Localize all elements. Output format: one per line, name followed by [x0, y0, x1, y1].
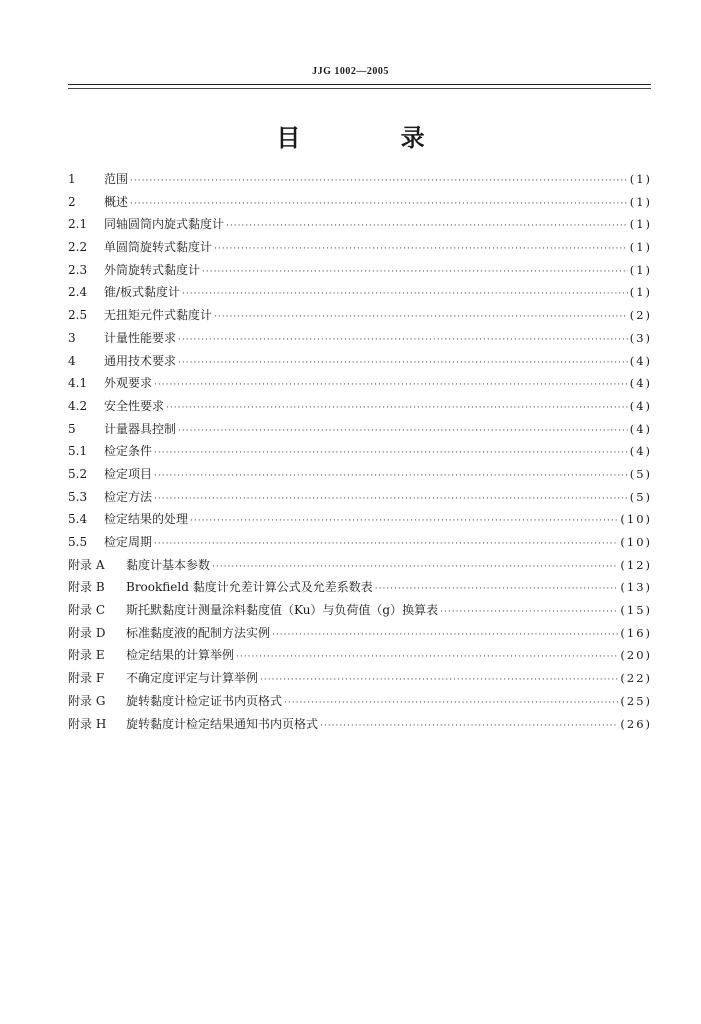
toc-entry[interactable]: [68, 554, 652, 577]
toc-entry-title: 斯托默黏度计测量涂料黏度值（Ku）与负荷值（g）换算表: [126, 603, 439, 618]
toc-entry-number: 附录 B: [68, 580, 105, 595]
toc-entry-page: (22): [620, 671, 652, 686]
toc-entry[interactable]: [68, 350, 652, 373]
toc-dot-leader: [284, 692, 618, 715]
toc-entry-number: 2: [68, 194, 76, 209]
toc-entry-number: 附录 C: [68, 603, 105, 618]
table-of-contents: [68, 168, 652, 735]
toc-entry-number: 1: [68, 172, 76, 186]
toc-entry-number: 附录 D: [68, 625, 106, 640]
toc-entry-title: 黏度计基本参数: [126, 557, 211, 572]
toc-entry[interactable]: [68, 168, 652, 191]
toc-entry-number: 5.4: [68, 512, 88, 527]
toc-entry-title: 安全性要求: [104, 398, 165, 413]
toc-entry-title: 检定周期: [104, 535, 153, 549]
toc-entry-number: 2.3: [68, 262, 88, 277]
toc-entry-title: 计量性能要求: [104, 330, 177, 345]
toc-dot-leader: [182, 283, 628, 306]
toc-entry-page: (1): [629, 217, 652, 232]
toc-dot-leader: [178, 420, 628, 443]
toc-entry-title: 同轴圆筒内旋式黏度计: [104, 217, 225, 232]
toc-dot-leader: [214, 306, 628, 329]
toc-dot-leader: [178, 329, 628, 352]
toc-entry-number: 附录 E: [68, 648, 105, 663]
toc-entry-page: (5): [629, 466, 652, 481]
toc-dot-leader: [154, 488, 628, 511]
toc-entry[interactable]: [68, 622, 652, 645]
toc-dot-leader: [212, 556, 618, 579]
toc-entry-title: 检定项目: [104, 466, 153, 481]
toc-entry-title: 检定条件: [104, 444, 153, 459]
toc-entry-title: 计量器具控制: [104, 421, 177, 436]
header-rule-thin: [68, 88, 651, 89]
toc-dot-leader: [166, 397, 628, 420]
toc-entry[interactable]: [68, 372, 652, 395]
toc-entry[interactable]: [68, 667, 652, 690]
toc-dot-leader: [130, 170, 628, 193]
toc-entry-page: (5): [629, 489, 652, 504]
page-title: 目 录: [276, 124, 471, 152]
toc-entry[interactable]: [68, 259, 652, 282]
toc-dot-leader: [214, 238, 628, 261]
toc-dot-leader: [226, 215, 628, 238]
toc-dot-leader: [154, 533, 618, 556]
toc-entry[interactable]: [68, 644, 652, 667]
toc-entry-title: 锥/板式黏度计: [104, 285, 181, 300]
toc-dot-leader: [130, 193, 628, 216]
toc-entry-title: 检定结果的计算举例: [126, 648, 235, 663]
toc-entry[interactable]: [68, 236, 652, 259]
toc-entry-page: (15): [620, 603, 652, 618]
header-rule-thick: [68, 84, 651, 85]
toc-dot-leader: [154, 465, 628, 488]
toc-entry-title: 旋转黏度计检定结果通知书内页格式: [126, 716, 319, 731]
toc-entry-page: (4): [629, 421, 652, 436]
toc-dot-leader: [272, 624, 618, 647]
toc-entry-page: (12): [620, 557, 652, 572]
toc-entry-page: (20): [620, 648, 652, 663]
toc-entry[interactable]: [68, 191, 652, 214]
toc-entry-page: (10): [620, 535, 652, 549]
toc-entry-title: 外观要求: [104, 376, 153, 391]
toc-entry[interactable]: [68, 395, 652, 418]
toc-entry-title: Brookfield 黏度计允差计算公式及允差系数表: [126, 580, 373, 595]
toc-entry-page: (16): [620, 625, 652, 640]
toc-dot-leader: [236, 646, 618, 669]
toc-entry-number: 2.1: [68, 217, 88, 232]
toc-dot-leader: [320, 715, 618, 738]
toc-entry-page: (1): [629, 194, 652, 209]
toc-entry-page: (4): [629, 398, 652, 413]
toc-entry-number: 附录 F: [68, 671, 105, 686]
toc-entry[interactable]: [68, 690, 652, 713]
toc-dot-leader: [154, 442, 628, 465]
toc-entry-number: 附录 A: [68, 557, 105, 572]
toc-entry-page: (4): [629, 376, 652, 391]
toc-entry-page: (2): [629, 308, 652, 323]
toc-entry-title: 通用技术要求: [104, 353, 177, 368]
toc-entry-title: 无扭矩元件式黏度计: [104, 308, 213, 323]
toc-entry-page: (10): [620, 512, 652, 527]
toc-entry-page: (13): [620, 580, 652, 595]
toc-entry-number: 5.1: [68, 444, 88, 459]
toc-entry[interactable]: [68, 327, 652, 350]
toc-entry-page: (4): [629, 444, 652, 459]
toc-entry-page: (1): [629, 285, 652, 300]
toc-entry-title: 不确定度评定与计算举例: [126, 671, 259, 686]
toc-entry-page: (26): [620, 716, 652, 731]
toc-entry-number: 4.1: [68, 376, 88, 391]
toc-entry[interactable]: [68, 576, 652, 599]
toc-entry-number: 4.2: [68, 398, 88, 413]
toc-entry[interactable]: [68, 418, 652, 441]
toc-entry-title: 范围: [104, 172, 129, 186]
toc-entry-number: 3: [68, 330, 76, 345]
toc-entry-number: 5.2: [68, 466, 88, 481]
toc-entry[interactable]: [68, 440, 652, 463]
toc-entry-page: (25): [620, 693, 652, 708]
toc-dot-leader: [178, 352, 628, 375]
toc-entry-page: (1): [629, 240, 652, 255]
toc-entry-number: 5.3: [68, 489, 88, 504]
toc-entry-page: (4): [629, 353, 652, 368]
toc-entry-number: 2.4: [68, 285, 88, 300]
toc-entry-number: 2.2: [68, 240, 88, 255]
toc-entry-title: 概述: [104, 194, 129, 209]
toc-entry-title: 外筒旋转式黏度计: [104, 262, 201, 277]
toc-entry-title: 单圆筒旋转式黏度计: [104, 240, 213, 255]
toc-entry-page: (1): [629, 172, 652, 186]
toc-entry-title: 标准黏度液的配制方法实例: [126, 625, 271, 640]
toc-dot-leader: [375, 578, 619, 601]
toc-entry[interactable]: [68, 486, 652, 509]
toc-entry[interactable]: [68, 531, 652, 554]
toc-entry[interactable]: [68, 281, 652, 304]
toc-entry[interactable]: [68, 213, 652, 236]
toc-entry-title: 检定结果的处理: [104, 512, 189, 527]
toc-entry-page: (1): [629, 262, 652, 277]
toc-dot-leader: [440, 601, 618, 624]
document-code-header: JJG 1002—2005: [312, 66, 389, 77]
toc-entry-number: 附录 H: [68, 716, 107, 731]
toc-entry[interactable]: [68, 463, 652, 486]
toc-entry-number: 附录 G: [68, 693, 106, 708]
toc-entry[interactable]: [68, 713, 652, 736]
toc-dot-leader: [260, 669, 618, 692]
toc-dot-leader: [202, 261, 628, 284]
toc-entry[interactable]: [68, 304, 652, 327]
toc-entry-number: 2.5: [68, 308, 88, 323]
toc-entry-page: (3): [629, 330, 652, 345]
toc-dot-leader: [154, 374, 628, 397]
toc-entry-number: 5.5: [68, 535, 88, 549]
toc-entry[interactable]: [68, 508, 652, 531]
toc-entry[interactable]: [68, 599, 652, 622]
toc-entry-title: 检定方法: [104, 489, 153, 504]
toc-entry-number: 4: [68, 353, 76, 368]
toc-entry-title: 旋转黏度计检定证书内页格式: [126, 693, 283, 708]
toc-dot-leader: [190, 510, 618, 533]
toc-entry-number: 5: [68, 421, 76, 436]
